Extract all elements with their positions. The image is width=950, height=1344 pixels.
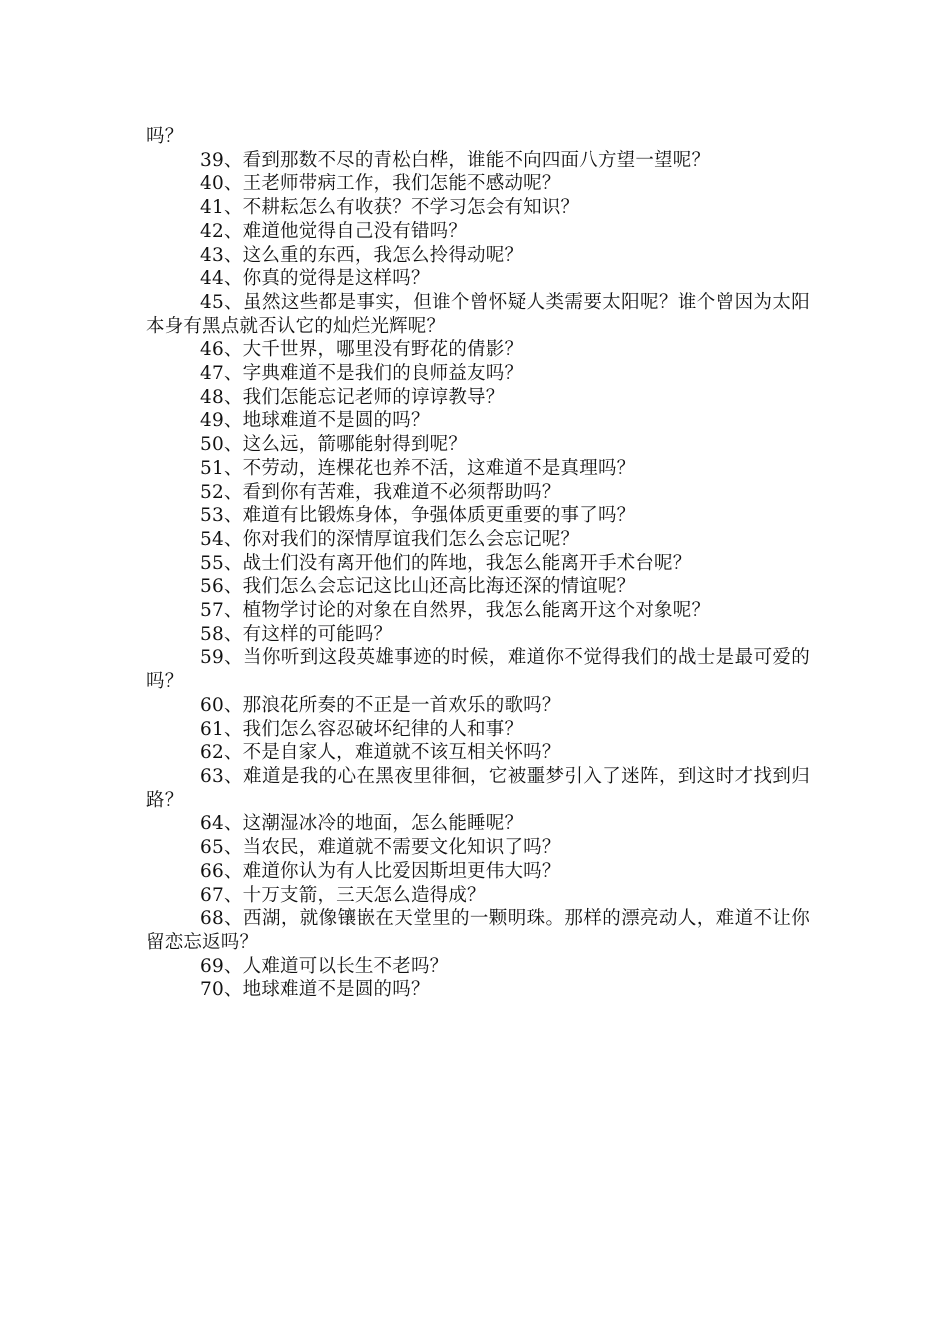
list-item-53: 53、难道有比锻炼身体，争强体质更重要的事了吗？ bbox=[200, 505, 636, 527]
list-item-43: 43、这么重的东西，我怎么拎得动呢？ bbox=[200, 244, 524, 266]
continuation-line: 吗？ bbox=[146, 126, 184, 147]
list-item-65: 65、当农民，难道就不需要文化知识了吗？ bbox=[200, 837, 561, 859]
list-item-66: 66、难道你认为有人比爱因斯坦更伟大吗？ bbox=[200, 860, 561, 882]
list-item-46: 46、大千世界，哪里没有野花的倩影？ bbox=[200, 339, 524, 361]
list-item-57: 57、植物学讨论的对象在自然界，我怎么能离开这个对象呢？ bbox=[200, 600, 711, 622]
list-item-42: 42、难道他觉得自己没有错吗？ bbox=[200, 220, 468, 242]
list-item-49: 49、地球难道不是圆的吗？ bbox=[200, 410, 430, 432]
list-item-44: 44、你真的觉得是这样吗？ bbox=[200, 268, 430, 290]
list-item-60: 60、那浪花所奏的不正是一首欢乐的歌吗？ bbox=[200, 694, 561, 716]
list-item-54: 54、你对我们的深情厚谊我们怎么会忘记呢？ bbox=[200, 528, 580, 550]
list-item-39: 39、看到那数不尽的青松白桦，谁能不向四面八方望一望呢？ bbox=[200, 149, 711, 171]
list-item-52: 52、看到你有苦难，我难道不必须帮助吗？ bbox=[200, 481, 561, 503]
list-item-40: 40、王老师带病工作，我们怎能不感动呢？ bbox=[200, 173, 561, 195]
list-item-41: 41、不耕耘怎么有收获？不学习怎会有知识？ bbox=[200, 197, 580, 219]
list-item-67: 67、十万支箭，三天怎么造得成？ bbox=[200, 884, 486, 906]
list-item-63: 63、难道是我的心在黑夜里徘徊，它被噩梦引入了迷阵，到这时才找到归路？ bbox=[146, 765, 810, 811]
list-item-59: 59、当你听到这段英雄事迹的时候，难道你不觉得我们的战士是最可爱的吗？ bbox=[146, 647, 810, 693]
list-item-48: 48、我们怎能忘记老师的谆谆教导？ bbox=[200, 386, 505, 408]
list-item-68: 68、西湖，就像镶嵌在天堂里的一颗明珠。那样的漂亮动人，难道不让你留恋忘返吗？ bbox=[146, 908, 810, 953]
list-item-61: 61、我们怎么容忍破坏纪律的人和事？ bbox=[200, 718, 524, 740]
document-body bbox=[146, 125, 810, 1002]
list-item-47: 47、字典难道不是我们的良师益友吗？ bbox=[200, 363, 524, 385]
list-item-56: 56、我们怎么会忘记这比山还高比海还深的情谊呢？ bbox=[200, 576, 636, 598]
list-item-58: 58、有这样的可能吗？ bbox=[200, 623, 393, 645]
list-item-69: 69、人难道可以长生不老吗？ bbox=[200, 955, 449, 977]
list-item-62: 62、不是自家人，难道就不该互相关怀吗？ bbox=[200, 742, 561, 764]
list-item-51: 51、不劳动，连棵花也养不活，这难道不是真理吗？ bbox=[200, 457, 636, 479]
list-item-50: 50、这么远，箭哪能射得到呢？ bbox=[200, 434, 468, 456]
list-item-55: 55、战士们没有离开他们的阵地，我怎么能离开手术台呢？ bbox=[200, 552, 692, 574]
list-item-64: 64、这潮湿冰冷的地面，怎么能睡呢？ bbox=[200, 813, 524, 835]
list-item-45: 45、虽然这些都是事实，但谁个曾怀疑人类需要太阳呢？谁个曾因为太阳本身有黑点就否认它的灿烂光辉呢？ bbox=[146, 291, 810, 337]
list-item-70: 70、地球难道不是圆的吗？ bbox=[200, 979, 430, 1001]
